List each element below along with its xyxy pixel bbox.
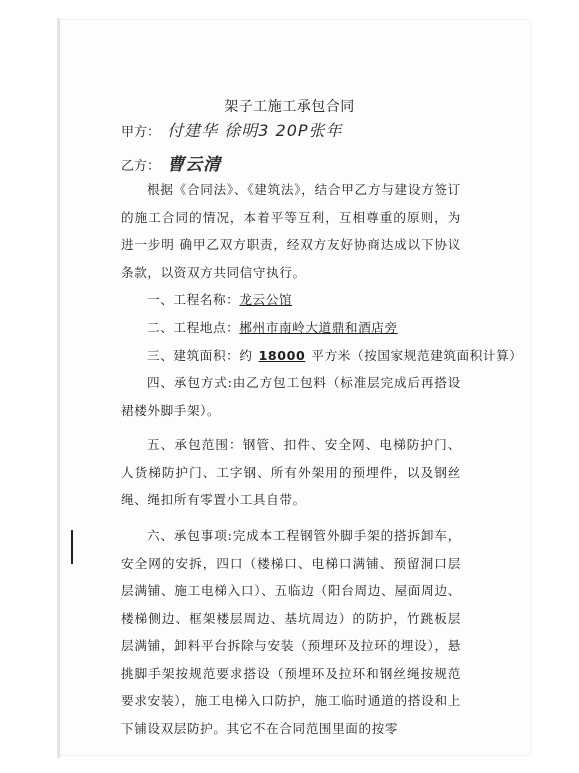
item3-prefix: 三、建筑面积：约 (147, 348, 253, 363)
item-contract-mode: 四、承包方式:由乙方包工包料（标准层完成后再搭设裙楼外脚手架）。 (121, 375, 461, 418)
item1-label: 一、工程名称： (147, 292, 240, 307)
item3-suffix: 平方米（按国家规范建筑面积计算） (311, 348, 523, 363)
party-a-label: 甲方： (121, 125, 161, 140)
margin-pen-mark (71, 530, 73, 564)
item-project-name (121, 289, 292, 308)
item-building-area (121, 345, 523, 364)
item-contract-scope: 五、承包范围：钢管、扣件、安全网、电梯防护门、人货梯防护门、工字钢、所有外架用的预埋件，以及钢丝绳、绳扣所有零置小工具自带。 (121, 437, 461, 507)
party-a-signature: 付建华 徐明3 20P张年 (167, 121, 343, 140)
item-contract-matters: 六、承包事项:完成本工程钢管外脚手架的搭拆卸车，安全网的安拆，四口（楼梯口、电梯口满铺、预留洞口层层满铺、施工电梯入口）、五临边（阳台周边、屋面周边、楼梯侧边、框架楼层周边、基坑周边）的防护，竹跳板层层满铺，卸料平台拆除与安装（预埋环及拉环的埋设），悬挑脚手架按规范要求搭设（预埋环及拉环和钢丝绳按规范要求安装），施工电梯入口防护，施工临时通道的搭设和上下铺设双层防护。其它不在合同范围里面的按零 (121, 528, 461, 736)
item1-value: 龙云公馆 (239, 292, 293, 307)
item2-label: 二、工程地点： (147, 320, 240, 335)
party-b-signature: 曹云清 (167, 155, 222, 175)
item-project-location (121, 317, 398, 336)
item2-value: 郴州市南岭大道鼎和酒店旁 (239, 320, 398, 335)
party-b (121, 150, 221, 175)
document-title: 架子工施工承包合同 (224, 99, 355, 115)
party-a (121, 118, 343, 141)
item3-value: 18000 (258, 348, 306, 363)
party-b-label: 乙方： (121, 159, 161, 174)
intro-paragraph: 根据《合同法》、《建筑法》，结合甲乙方与建设方签订的施工合同的情况，本着平等互利，互相尊重的原则，为进一步明 确甲乙双方职责，经双方友好协商达成以下协议条款，以资双方共同信守执行。 (121, 182, 461, 280)
